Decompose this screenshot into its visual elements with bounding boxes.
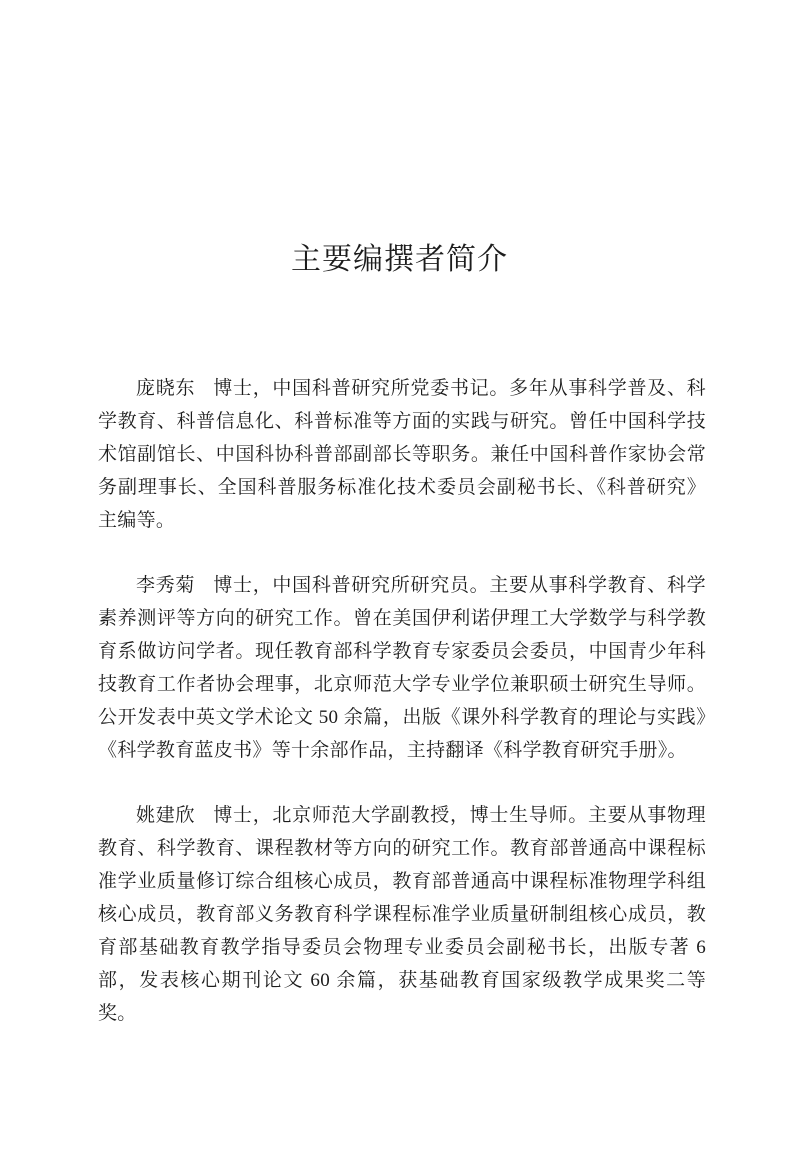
bio-paragraph-yao-jianxin	[98, 799, 706, 1030]
bio-section	[98, 372, 706, 1030]
bio-paragraph-li-xiuju	[98, 569, 706, 767]
person-name: 姚建欣	[136, 805, 196, 826]
bio-paragraph-pang-xiaodong	[98, 372, 706, 537]
bio-text: 博士，北京师范大学副教授，博士生导师。主要从事物理教育、科学教育、课程教材等方向的研究工作。教育部普通高中课程标准学业质量修订综合组核心成员，教育部普通高中课程标准物理学科组核心成员，教育部义务教育科学课程标准学业质量研制组核心成员，教育部基础教育教学指导委员会物理专业委员会副秘书长，出版专著 6 部，发表核心期刊论文 60 余篇，获基础教育国家级教学成果奖二等奖。	[98, 805, 706, 1024]
person-name: 庞晓东	[136, 378, 196, 399]
bio-text: 博士，中国科普研究所研究员。主要从事科学教育、科学素养测评等方向的研究工作。曾在美国伊利诺伊理工大学数学与科学教育系做访问学者。现任教育部科学教育专家委员会委员，中国青少年科技教育工作者协会理事，北京师范大学专业学位兼职硕士研究生导师。公开发表中英文学术论文 50 余篇，出版《课外科学教育的理论与实践》《科学教育蓝皮书》等十余部作品，主持翻译《科学教育研究手册》。	[98, 575, 706, 761]
person-name: 李秀菊	[136, 575, 196, 596]
bio-text: 博士，中国科普研究所党委书记。多年从事科学普及、科学教育、科普信息化、科普标准等方面的实践与研究。曾任中国科学技术馆副馆长、中国科协科普部副部长等职务。兼任中国科普作家协会常务副理事长、全国科普服务标准化技术委员会副秘书长、《科普研究》主编等。	[98, 378, 706, 531]
page-title: 主要编撰者简介	[291, 243, 508, 276]
